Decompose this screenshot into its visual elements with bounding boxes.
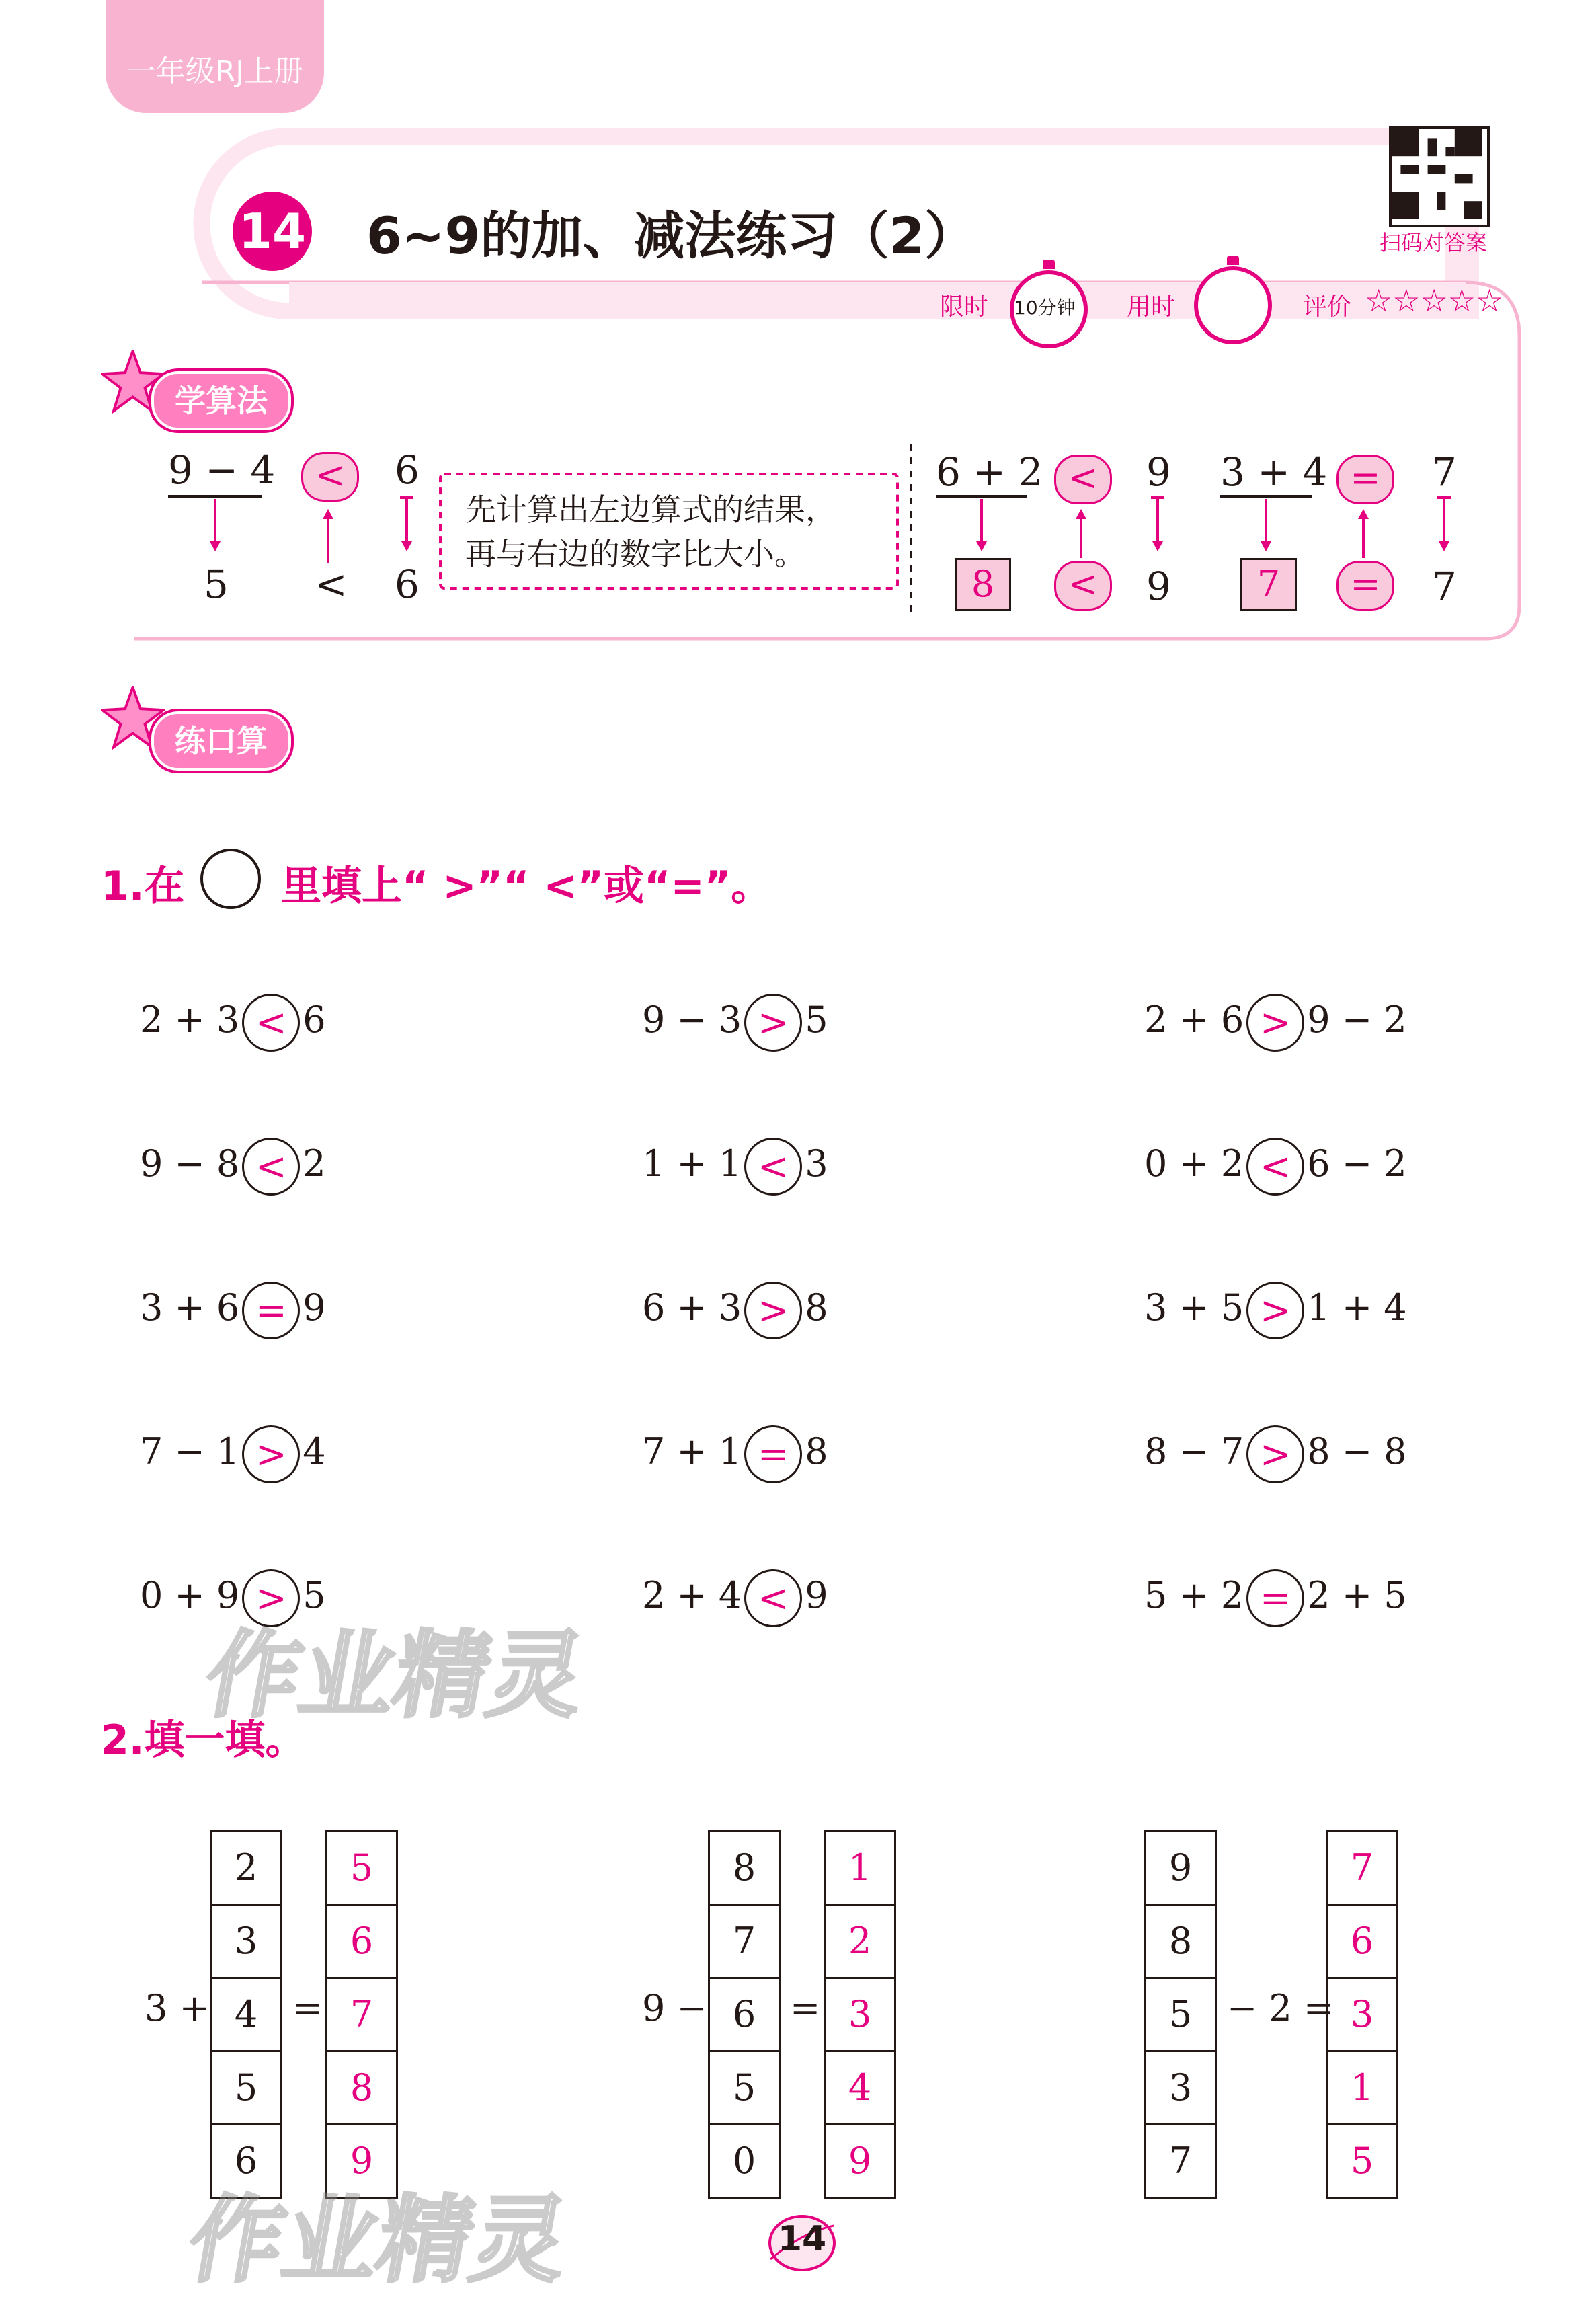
comparison-right: 8	[805, 1430, 828, 1473]
comparison-sign-circle[interactable]: <	[744, 1569, 802, 1627]
comparison-item	[642, 1421, 828, 1482]
rating-label: 评价	[1303, 293, 1352, 321]
comparison-right: 9	[805, 1574, 828, 1616]
comparison-sign-circle[interactable]: <	[1246, 1138, 1304, 1196]
q2-t3-answer[interactable]: 3	[1328, 1979, 1396, 2052]
example1-expr: 9 − 4	[168, 447, 276, 493]
practice-badge: 练口算	[151, 711, 291, 771]
example2-result-sign: <	[1054, 561, 1112, 611]
comparison-item	[642, 990, 828, 1050]
q2-t3-input: 5	[1146, 1979, 1215, 2052]
comparison-left: 3 + 5	[1144, 1286, 1244, 1329]
q2-t1-answer[interactable]: 8	[327, 2052, 396, 2125]
q2-t2-input: 6	[710, 1979, 779, 2052]
page-number: 14	[777, 2219, 827, 2259]
q1-title-suffix: 里填上“ >”“ <”或“=”。	[281, 863, 772, 910]
comparison-left: 1 + 1	[642, 1142, 742, 1185]
q2-t1-input: 2	[212, 1832, 280, 1906]
example2-right: 9	[1146, 449, 1171, 495]
blank-circle-icon	[200, 849, 261, 909]
comparison-item	[642, 1134, 828, 1194]
q2-t2-answer[interactable]: 9	[848, 2140, 872, 2182]
q2-t2-input: 8	[710, 1832, 779, 1906]
comparison-sign-circle[interactable]: <	[242, 1138, 300, 1196]
q2-t1-input: 3	[212, 1906, 280, 1979]
comparison-left: 9 − 3	[642, 998, 742, 1041]
q2-t2-prefix: 9 −	[642, 1987, 707, 2029]
comparison-sign-circle[interactable]: >	[744, 994, 802, 1052]
q2-t2-answer[interactable]: 3	[826, 1979, 894, 2052]
comparison-left: 0 + 9	[140, 1574, 240, 1616]
q2-t2-answer[interactable]: 4	[826, 2052, 894, 2125]
comparison-right: 5	[805, 998, 828, 1041]
example3-result-right: 7	[1432, 563, 1457, 609]
comparison-left: 6 + 3	[642, 1286, 742, 1329]
q2-t3-answers	[1326, 1830, 1398, 2199]
comparison-sign-circle[interactable]: >	[1246, 1425, 1304, 1483]
rating-stars-icon[interactable]: ☆☆☆☆☆	[1365, 282, 1504, 319]
comparison-left: 8 − 7	[1144, 1430, 1244, 1473]
comparison-sign-circle[interactable]: >	[744, 1282, 802, 1339]
q2-t1-eq: =	[292, 1987, 323, 2029]
q2-t1-input: 4	[212, 1979, 280, 2052]
example2-result: 8	[955, 558, 1011, 611]
comparison-right: 6 − 2	[1307, 1142, 1407, 1185]
example1-right: 6	[395, 447, 420, 493]
comparison-item	[1144, 1134, 1407, 1194]
comparison-right: 2	[303, 1142, 326, 1185]
comparison-left: 7 + 1	[642, 1430, 742, 1473]
comparison-item	[642, 1565, 828, 1626]
comparison-left: 7 − 1	[140, 1430, 240, 1473]
comparison-item	[1144, 1421, 1407, 1482]
comparison-item	[140, 990, 326, 1050]
comparison-sign-circle[interactable]: =	[1246, 1569, 1304, 1627]
example2-expr: 6 + 2	[936, 449, 1043, 495]
comparison-right: 8	[805, 1286, 828, 1329]
comparison-item	[1144, 1278, 1407, 1338]
lesson-number: 14	[233, 192, 312, 271]
q2-t2-input: 7	[710, 1906, 779, 1979]
comparison-right: 5	[303, 1574, 326, 1616]
q2-t2-input: 0	[732, 2140, 756, 2182]
comparison-sign-circle[interactable]: >	[1246, 994, 1304, 1052]
q2-t3-input: 3	[1146, 2052, 1215, 2125]
q1-title-prefix: 1.在	[101, 863, 185, 910]
q2-t2-answers	[824, 1830, 896, 2199]
q2-t3-answer[interactable]: 6	[1328, 1906, 1396, 1979]
tip-line-2: 再与右边的数字比大小。	[465, 536, 805, 572]
q2-title: 2.填一填。	[101, 1717, 306, 1764]
comparison-sign-circle[interactable]: >	[242, 1425, 300, 1483]
comparison-right: 9	[303, 1286, 326, 1329]
example2-sign: <	[1054, 455, 1112, 504]
q2-t2-input: 5	[710, 2052, 779, 2125]
comparison-left: 2 + 4	[642, 1574, 742, 1616]
q2-t3-answer[interactable]: 5	[1350, 2140, 1374, 2182]
comparison-item	[642, 1278, 828, 1338]
example2-result-right: 9	[1146, 563, 1171, 609]
q2-t1-inputs	[210, 1830, 282, 2199]
grade-label: 一年级RJ上册	[126, 54, 304, 89]
learn-method-badge: 学算法	[151, 371, 291, 430]
comparison-sign-circle[interactable]: <	[744, 1138, 802, 1196]
q2-t1-answer[interactable]: 9	[350, 2140, 374, 2182]
comparison-right: 1 + 4	[1307, 1286, 1407, 1329]
example3-result: 7	[1240, 558, 1297, 611]
comparison-left: 0 + 2	[1144, 1142, 1244, 1185]
q2-t1-input: 5	[212, 2052, 280, 2125]
tip-line-1: 先计算出左边算式的结果，	[465, 492, 836, 528]
q2-t3-input: 7	[1168, 2140, 1193, 2182]
comparison-right: 6	[303, 998, 326, 1041]
comparison-item	[1144, 1565, 1407, 1626]
q2-t3-answer[interactable]: 1	[1328, 2052, 1396, 2125]
example1-result: 5	[204, 561, 229, 607]
q2-t2-answer[interactable]: 1	[826, 1832, 894, 1906]
q2-t1-input: 6	[234, 2140, 258, 2182]
example3-result-sign: =	[1336, 561, 1394, 611]
comparison-sign-circle[interactable]: >	[242, 1569, 300, 1627]
time-limit-value: 10分钟	[1014, 297, 1076, 319]
comparison-right: 2 + 5	[1307, 1574, 1407, 1616]
comparison-right: 9 − 2	[1307, 998, 1407, 1041]
example1-sign: <	[301, 452, 359, 502]
comparison-item	[1144, 990, 1407, 1050]
comparison-sign-circle[interactable]: <	[242, 994, 300, 1052]
time-limit-label: 限时	[940, 293, 989, 321]
time-used-label: 用时	[1127, 293, 1176, 321]
comparison-sign-circle[interactable]: =	[242, 1282, 300, 1339]
q2-t3-inputs	[1144, 1830, 1217, 2199]
q2-t3-input: 8	[1146, 1906, 1215, 1979]
q2-t1-answer[interactable]: 5	[327, 1832, 396, 1906]
watermark: 作业精灵	[180, 2186, 577, 2296]
comparison-item	[140, 1278, 326, 1338]
q2-t1-prefix: 3 +	[145, 1987, 210, 2029]
comparison-right: 8 − 8	[1307, 1430, 1407, 1473]
comparison-item	[140, 1134, 326, 1194]
lesson-title: 6~9的加、减法练习（2）	[366, 206, 976, 266]
example1-result-right: 6	[395, 561, 420, 607]
comparison-left: 3 + 6	[140, 1286, 240, 1329]
example3-sign: =	[1336, 455, 1394, 504]
example3-right: 7	[1432, 449, 1457, 495]
example1-result-sign: <	[315, 561, 348, 607]
comparison-right: 4	[303, 1430, 326, 1473]
comparison-left: 9 − 8	[140, 1142, 240, 1185]
watermark: 作业精灵	[197, 1621, 594, 1731]
comparison-left: 5 + 2	[1144, 1574, 1244, 1616]
q2-t1-answer[interactable]: 6	[327, 1906, 396, 1979]
comparison-right: 3	[805, 1142, 828, 1185]
q2-t2-answer[interactable]: 2	[826, 1906, 894, 1979]
q2-t2-eq: =	[790, 1987, 821, 2029]
q2-t3-answer[interactable]: 7	[1328, 1832, 1396, 1906]
comparison-left: 2 + 6	[1144, 998, 1244, 1041]
qr-label: 扫码对答案	[1380, 230, 1488, 256]
example3-expr: 3 + 4	[1220, 449, 1328, 495]
q2-t2-inputs	[708, 1830, 781, 2199]
q2-t3-input: 9	[1146, 1832, 1215, 1906]
comparison-sign-circle[interactable]: =	[744, 1425, 802, 1483]
q2-t3-suffix: − 2 =	[1227, 1987, 1334, 2029]
comparison-item	[140, 1421, 326, 1482]
comparison-left: 2 + 3	[140, 998, 240, 1041]
q2-t1-answers	[325, 1830, 398, 2199]
q2-t1-answer[interactable]: 7	[327, 1979, 396, 2052]
comparison-sign-circle[interactable]: >	[1246, 1282, 1304, 1339]
